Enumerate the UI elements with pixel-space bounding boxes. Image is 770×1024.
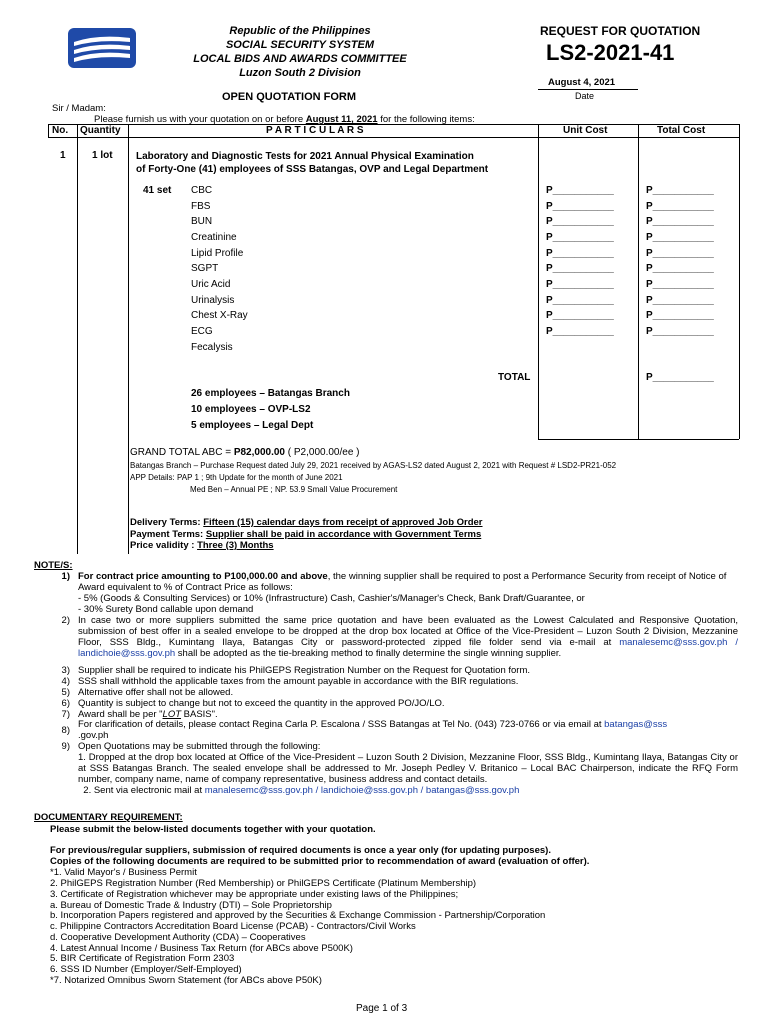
table-border [638, 124, 639, 439]
doc-item: 5. BIR Certificate of Registration Form 2303 [50, 953, 235, 964]
total-cost-blank[interactable]: P___________ [646, 248, 714, 259]
note-8-text: For clarification of details, please contact Regina Carla P. Escalona / SSS Batangas at Tel No. (043) 723-0766 or via email at [78, 719, 605, 730]
note-5: Alternative offer shall not be allowed. [78, 687, 234, 698]
header-line-1: Republic of the Philippines [229, 25, 371, 37]
note-6: Quantity is subject to change but not to exceed the quantity in the approved PO/JO/LO. [78, 698, 445, 709]
set-count: 41 set [143, 185, 172, 196]
unit-cost-blank[interactable]: P___________ [546, 216, 614, 227]
sss-logo [68, 28, 136, 68]
purchase-request-note: Batangas Branch – Purchase Request dated July 29, 2021 received by AGAS-LS2 dated August 2, 2021 with Request # LSD2-PR21-052 [130, 461, 617, 470]
validity-value: Three (3) Months [197, 540, 274, 551]
date-label: Date [575, 91, 595, 101]
note-7-post: BASIS". [181, 709, 218, 720]
rfq-title: REQUEST FOR QUOTATION [540, 24, 701, 38]
rfq-date: August 4, 2021 [548, 77, 616, 88]
table-header-border [48, 137, 740, 138]
total-cost-blank[interactable]: P___________ [646, 216, 714, 227]
note-number: 4) [61, 676, 70, 687]
doc-item: 2. PhilGEPS Registration Number (Red Membership) or PhilGEPS Certificate (Platinum Membership) [50, 878, 477, 889]
abc-per-employee: ( P2,000.00/ee ) [285, 447, 360, 458]
total-cost-blank[interactable]: P___________ [646, 201, 714, 212]
table-border [77, 124, 78, 554]
note-8-email-link[interactable]: batangas@sss [604, 719, 668, 730]
test-item: Fecalysis [191, 342, 233, 353]
unit-cost-blank[interactable]: P___________ [546, 232, 614, 243]
total-cost-blank[interactable]: P___________ [646, 295, 714, 306]
test-item: Urinalysis [191, 295, 235, 306]
table-border [538, 439, 739, 440]
note-2-tail: shall be adopted as the tie-breaking method to finally determine the single winning supplier. [175, 648, 562, 659]
description-line-2: of Forty-One (41) employees of SSS Batangas, OVP and Legal Department [136, 164, 489, 175]
note-1-option-b: - 30% Surety Bond callable upon demand [78, 604, 254, 615]
doc-item: *7. Notarized Omnibus Sworn Statement (for ABCs above P50K) [50, 975, 322, 986]
header-line-3: LOCAL BIDS AND AWARDS COMMITTEE [193, 53, 407, 65]
doc-item: a. Bureau of Domestic Trade & Industry (DTI) – Sole Proprietorship [50, 900, 332, 911]
test-item: CBC [191, 185, 213, 196]
unit-cost-blank[interactable]: P___________ [546, 326, 614, 337]
total-label: TOTAL [498, 372, 531, 383]
test-item: ECG [191, 326, 213, 337]
price-validity [130, 540, 274, 551]
form-title: OPEN QUOTATION FORM [222, 91, 357, 103]
note-number: 1) [61, 571, 70, 582]
unit-cost-blank[interactable]: P___________ [546, 310, 614, 321]
table-top-border [48, 124, 740, 125]
payment-label: Payment Terms: [130, 529, 206, 540]
note-2 [78, 615, 738, 659]
doc-requirement-heading: DOCUMENTARY REQUIREMENT: [34, 812, 183, 823]
doc-item: 3. Certificate of Registration whichever may be appropriate under existing laws of the Philippines; [50, 889, 459, 900]
grand-total-blank[interactable]: P___________ [646, 372, 714, 383]
note-2-email-link[interactable]: manalesemc@sss.gov.ph / landichoie@sss.gov.ph [78, 637, 738, 659]
validity-label: Price validity : [130, 540, 198, 551]
note-9-option-2 [78, 785, 738, 796]
unit-cost-blank[interactable]: P___________ [546, 185, 614, 196]
doc-intro: Please submit the below-listed documents together with your quotation. [50, 824, 376, 835]
test-item: Uric Acid [191, 279, 231, 290]
header-line-4: Luzon South 2 Division [239, 67, 361, 79]
test-item: Creatinine [191, 232, 237, 243]
table-border [48, 124, 49, 138]
note-number: 7) [61, 709, 70, 720]
procurement-mode: Med Ben – Annual PE ; NP. 53.9 Small Value Procurement [190, 485, 398, 494]
note-4: SSS shall withhold the applicable taxes from the amount payable in accordance with the BIR regulations. [78, 676, 519, 687]
unit-cost-blank[interactable]: P___________ [546, 263, 614, 274]
deadline-date: August 11, 2021 [305, 114, 378, 125]
delivery-label: Delivery Terms: [130, 517, 204, 528]
table-border [538, 124, 539, 439]
notes-heading: NOTE/S: [34, 560, 73, 571]
total-cost-blank[interactable]: P___________ [646, 263, 714, 274]
note-number: 5) [61, 687, 70, 698]
abc-label: GRAND TOTAL ABC = [130, 447, 234, 458]
note-7-pre: Award shall be per " [78, 709, 163, 720]
note-9-option-1: 1. Dropped at the drop box located at Office of the Vice-President – Luzon South 2 Division, Mezzanine Floor, SSS Bldg., Kumintang Ilaya, Batangas City or at SSS Batangas Branch. The sealed envelope shall be addressed to Mr. Joseph Pedley V. Britanico – Local BAC Chairperson, indicate the RFQ Form number, company name, name of company representative, business address and contact details. [78, 752, 738, 785]
note-9-email-links[interactable]: manalesemc@sss.gov.ph / landichoie@sss.gov.ph / batangas@sss.gov.ph [204, 785, 520, 796]
note-2-text: In case two or more suppliers submitted the same price quotation and have been evaluated as the Lowest Calculated and Responsive Quotation, submission of best offer in a sealed envelope to be dropped at the drop box located at Office of the Vice-President – Luzon South 2 Division, Mezzanine Floor, SSS Bldg., Kumintang Ilaya, Batangas City or password-protected zipped file folder send via e-mail at [78, 615, 738, 648]
col-header-particulars: P A R T I C U L A R S [266, 125, 364, 136]
note-1-rest: , the winning supplier shall be required to post a Performance Security from receipt of Notice of Award equivalent to % of Contract Price as follows: [78, 571, 727, 593]
delivery-terms [130, 517, 483, 528]
total-cost-blank[interactable]: P___________ [646, 310, 714, 321]
total-cost-blank[interactable]: P___________ [646, 279, 714, 290]
note-number: 9) [61, 741, 70, 752]
test-item: FBS [191, 201, 211, 212]
unit-cost-blank[interactable]: P___________ [546, 295, 614, 306]
note-7-lot: LOT [162, 709, 182, 720]
col-header-no: No. [52, 125, 69, 136]
doc-item: *1. Valid Mayor's / Business Permit [50, 867, 197, 878]
note-9-option-2-text: 2. Sent via electronic mail at [83, 785, 205, 796]
total-cost-blank[interactable]: P___________ [646, 232, 714, 243]
date-underline [538, 89, 638, 90]
note-number: 2) [61, 615, 70, 626]
header-line-2: SOCIAL SECURITY SYSTEM [225, 39, 375, 51]
note-number: 8) [61, 725, 70, 736]
employee-group: 5 employees – Legal Dept [191, 420, 314, 431]
note-9 [78, 741, 738, 796]
intro-pre: Please furnish us with your quotation on or before [94, 114, 306, 125]
note-number: 6) [61, 698, 70, 709]
col-header-unit-cost: Unit Cost [563, 125, 608, 136]
payment-terms [130, 529, 481, 540]
salutation: Sir / Madam: [52, 103, 106, 114]
doc-item: d. Cooperative Development Authority (CDA) – Cooperatives [50, 932, 306, 943]
note-1-option-a: - 5% (Goods & Consulting Services) or 10% (Infrastructure) Cash, Cashier's/Manager's Check, Bank Draft/Guarantee, or [78, 593, 585, 604]
note-9-intro: Open Quotations may be submitted through the following: [78, 741, 321, 752]
col-header-total-cost: Total Cost [657, 125, 706, 136]
test-item: Chest X-Ray [191, 310, 248, 321]
unit-cost-blank[interactable]: P___________ [546, 279, 614, 290]
note-1 [78, 571, 738, 615]
intro-post: for the following items: [377, 114, 475, 125]
app-details: APP Details: PAP 1 ; 9th Update for the month of June 2021 [130, 473, 343, 482]
payment-value: Supplier shall be paid in accordance with Government Terms [205, 529, 482, 540]
note-number: 3) [61, 665, 70, 676]
unit-cost-blank[interactable]: P___________ [546, 201, 614, 212]
note-1-bold: For contract price amounting to P100,000.00 and above [78, 571, 328, 582]
test-item: BUN [191, 216, 213, 227]
doc-item: 6. SSS ID Number (Employer/Self-Employed) [50, 964, 242, 975]
total-cost-blank[interactable]: P___________ [646, 185, 714, 196]
employee-group: 26 employees – Batangas Branch [191, 388, 350, 399]
doc-item: b. Incorporation Papers registered and approved by the Securities & Exchange Commission - Partnership/Corporation [50, 910, 546, 921]
rfq-number: LS2-2021-41 [546, 40, 675, 65]
doc-note-1: For previous/regular suppliers, submission of required documents is once a year only (for updating purposes). [50, 845, 551, 856]
item-description [136, 150, 536, 176]
col-header-quantity: Quantity [80, 125, 121, 136]
item-quantity: 1 lot [92, 150, 113, 161]
grand-total-abc [130, 447, 360, 458]
note-3: Supplier shall be required to indicate his PhilGEPS Registration Number on the Request for Quotation form. [78, 665, 531, 676]
page-number: Page 1 of 3 [356, 1003, 408, 1014]
total-cost-blank[interactable]: P___________ [646, 326, 714, 337]
table-border [128, 124, 129, 554]
abc-amount: P82,000.00 [233, 447, 285, 458]
test-item: Lipid Profile [191, 248, 244, 259]
delivery-value: Fifteen (15) calendar days from receipt of approved Job Order [203, 517, 483, 528]
doc-item: c. Philippine Contractors Accreditation Board License (PCAB) - Contractors/Civil Works [50, 921, 416, 932]
doc-item: 4. Latest Annual Income / Business Tax Return (for ABCs above P500K) [50, 943, 353, 954]
item-number: 1 [60, 150, 66, 161]
doc-note-2: Copies of the following documents are required to be submitted prior to recommendation of award (evaluation of offer). [50, 856, 590, 867]
employee-group: 10 employees – OVP-LS2 [191, 404, 311, 415]
note-8 [78, 719, 738, 741]
table-border [739, 124, 740, 439]
note-8-email-domain: .gov.ph [78, 730, 109, 741]
description-line-1: Laboratory and Diagnostic Tests for 2021 Annual Physical Examination [136, 151, 474, 162]
agency-header [150, 24, 450, 80]
unit-cost-blank[interactable]: P___________ [546, 248, 614, 259]
test-item: SGPT [191, 263, 219, 274]
